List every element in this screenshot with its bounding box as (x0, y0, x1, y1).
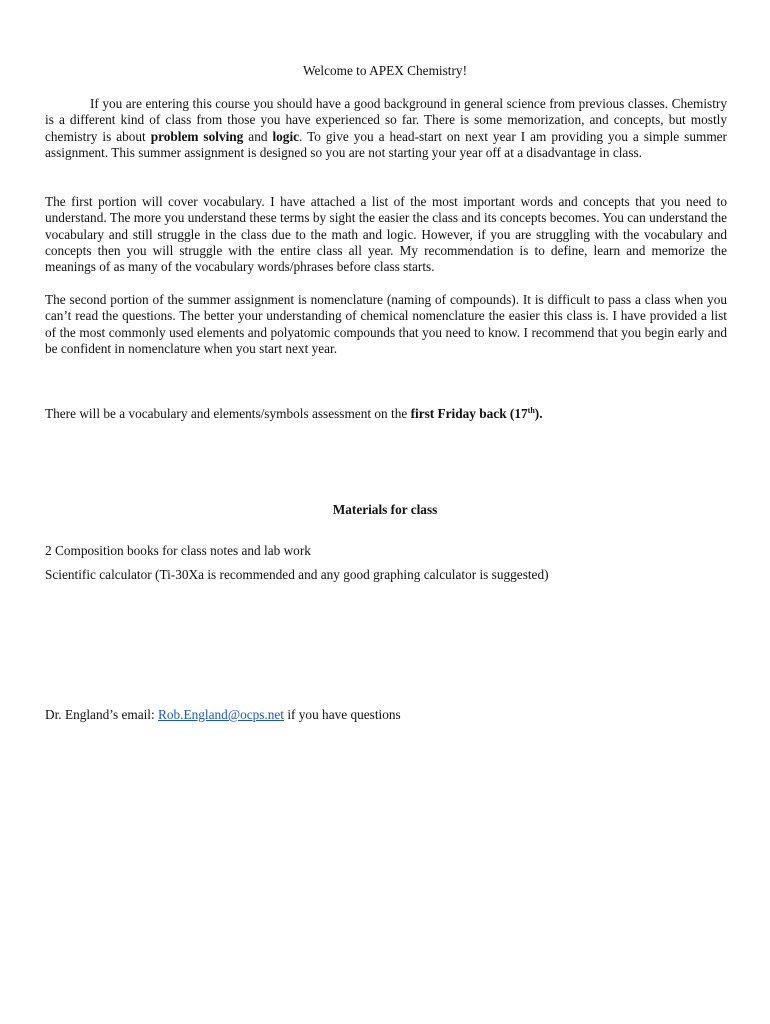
contact-label: Dr. England’s email: (45, 707, 159, 722)
materials-heading: Materials for class (332, 502, 438, 517)
nomenclature-paragraph: The second portion of the summer assignment is nomenclature (naming of compounds). It is difficult to pass a class when you can’t read the questions. The better your understanding of chemical nomenclature the easier this class is. I have provided a list of the most commonly used elements and polyatomic compounds that you need to know. I recommend that you begin early and be confident in nomenclature when you start next year. (45, 292, 727, 356)
page-title: Welcome to APEX Chemistry! (302, 63, 467, 78)
assessment-date-text: first Friday back (17 (410, 406, 528, 421)
email-link[interactable]: Rob.England@ocps.net (158, 707, 285, 722)
intro-text-1: If you are entering this course you should have a good background in general science from previous classes. Chemistry is a different kind of class from those you have experienced so far. There is some memorization, and concepts, but mostly chemistry is about (45, 96, 727, 144)
contact-suffix: if you have questions (284, 707, 401, 722)
materials-item: 2 Composition books for class notes and lab work (45, 543, 311, 558)
intro-and: and (243, 128, 273, 144)
assessment-prefix: There will be a vocabulary and elements/symbols assessment on the (45, 406, 411, 421)
intro-bold-logic: logic (272, 128, 300, 144)
assessment-date-suffix: ). (534, 406, 543, 421)
assessment-line (45, 406, 543, 422)
assessment-date-sup: th (527, 406, 535, 415)
intro-bold-problem-solving: problem solving (150, 128, 244, 144)
vocabulary-paragraph: The first portion will cover vocabulary. I have attached a list of the most important words and concepts that you need to understand. The more you understand these terms by sight the easier the class and its concepts becomes. You can understand the vocabulary and still struggle in the class due to the math and logic. However, if you are struggling with the vocabulary and concepts then you will struggle with the entire class all year. My recommendation is to define, learn and memorize the meanings of as many of the vocabulary words/phrases before class starts. (45, 194, 727, 275)
materials-item: Scientific calculator (Ti-30Xa is recommended and any good graphing calculator is suggested) (45, 567, 549, 582)
assessment-date (411, 406, 543, 421)
intro-paragraph (45, 96, 727, 161)
intro-text-2: . To give you a head-start on next year I am providing you a simple summer assignment. This summer assignment is designed so you are not starting your year off at a disadvantage in class. (45, 128, 727, 160)
contact-line (45, 707, 401, 723)
